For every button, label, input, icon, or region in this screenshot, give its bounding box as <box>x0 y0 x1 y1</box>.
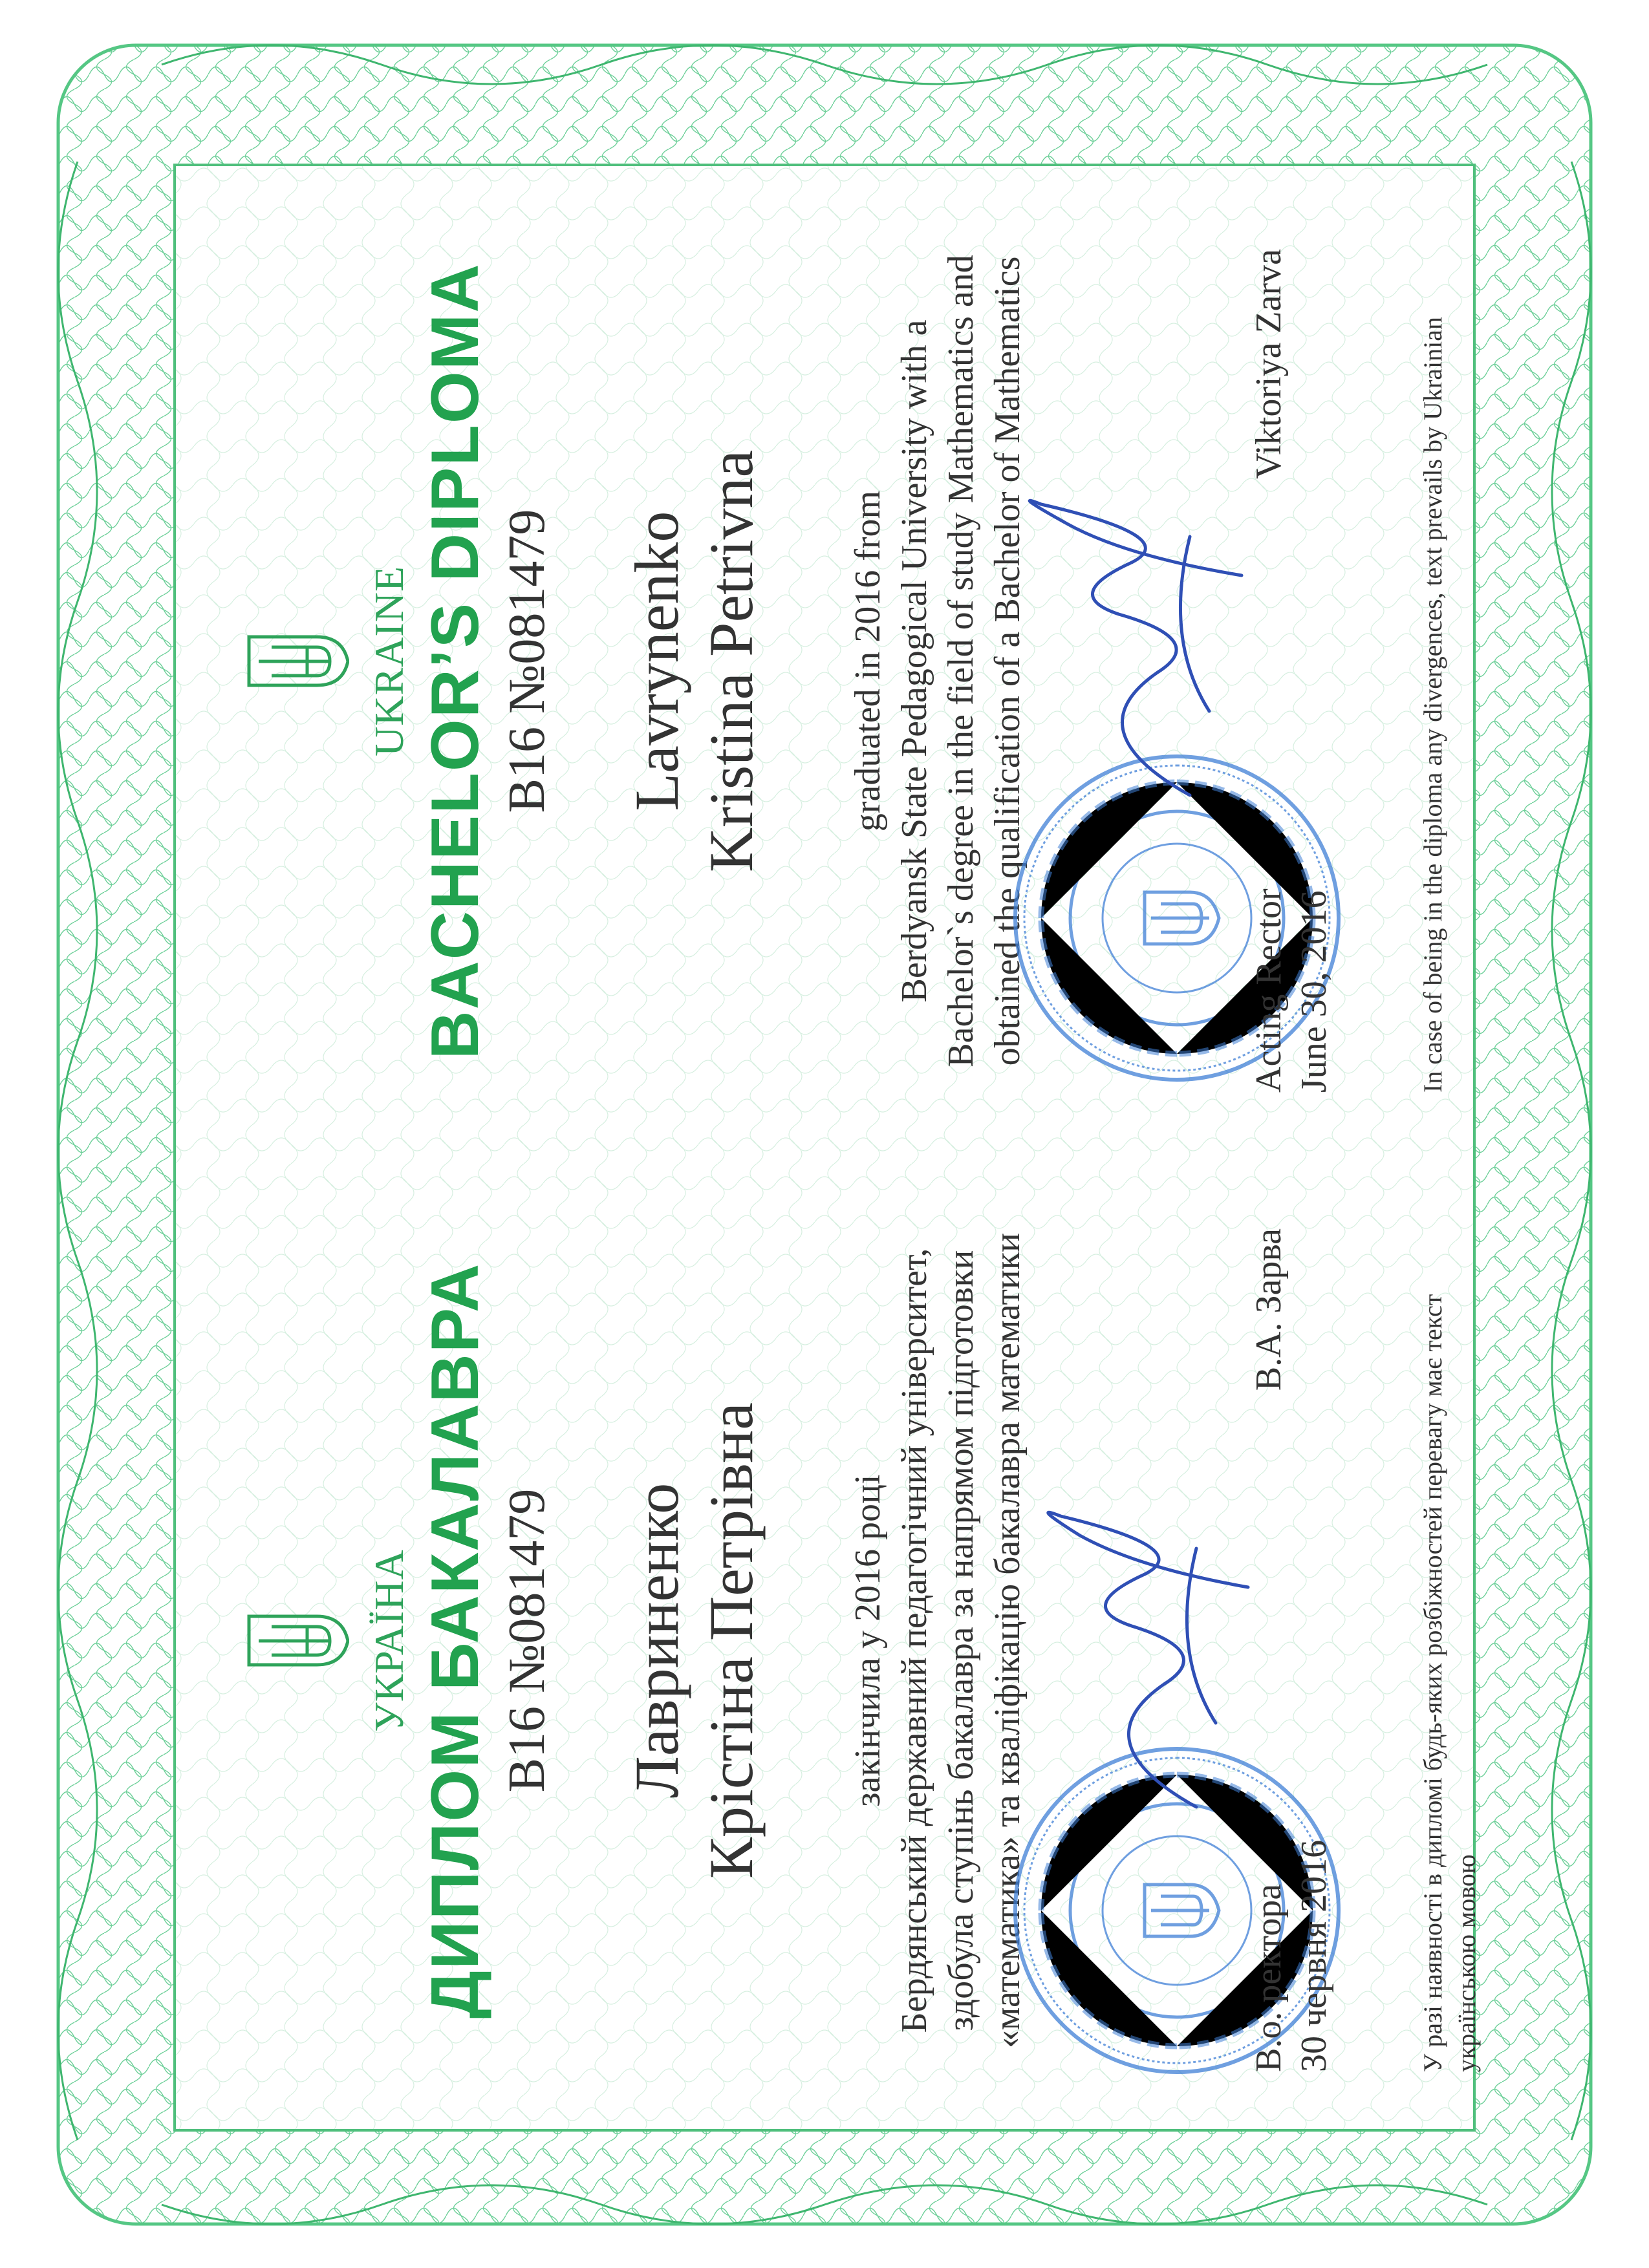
holder-surname: Lavrynenko <box>622 511 691 811</box>
degree-text-line: Bachelor`s degree in the field of study Mathematics and <box>941 255 981 1067</box>
diploma-title: BACHELOR’S DIPLOMA <box>418 262 493 1060</box>
country-name: УКРАЇНА <box>366 1549 412 1732</box>
diploma-number: В16 №081479 <box>499 1488 555 1793</box>
degree-text-line: obtained the qualification of a Bachelor of Mathematics <box>987 256 1028 1066</box>
diploma-title: ДИПЛОМ БАКАЛАВРА <box>418 1262 493 2019</box>
degree-text-line: Бердянський державний педагогічний університет, <box>894 1248 934 2033</box>
trident-emblem-icon <box>246 1610 349 1671</box>
diploma-number: B16 №081479 <box>499 509 555 813</box>
signer-name: Viktoriya Zarva <box>1249 249 1289 479</box>
rector-signature-icon <box>1002 1484 1300 1820</box>
degree-text-line: Berdyansk State Pedagogical University with a <box>894 319 934 1003</box>
signer-role: Acting Rector <box>1249 888 1289 1093</box>
language-note: У разі наявності в дипломі будь-яких розбіжностей перевагу має текст українською мовою <box>1418 1294 1481 2072</box>
graduation-line: закінчила у 2016 році <box>848 1474 888 1807</box>
graduation-line: graduated in 2016 from <box>848 490 888 832</box>
degree-text-line: «математика» та кваліфікацію бакалавра математики <box>987 1232 1028 2049</box>
issue-date: 30 червня 2016 <box>1294 1839 1334 2072</box>
language-note: In case of being in the diploma any divergences, text prevails by Ukrainian <box>1418 317 1447 1093</box>
issue-date: June 30, 2016 <box>1294 890 1334 1093</box>
signer-role: В.о. ректора <box>1249 1883 1289 2072</box>
diploma-content <box>175 171 1558 2130</box>
holder-given-names: Kristina Petrivna <box>696 449 766 873</box>
holder-surname: Лавриненко <box>622 1482 691 1799</box>
holder-given-names: Крістіна Петрівна <box>696 1402 766 1879</box>
signer-name: В.А. Зарва <box>1249 1228 1289 1391</box>
english-section <box>175 171 1558 1151</box>
ukrainian-section <box>175 1151 1558 2130</box>
trident-emblem-icon <box>246 630 349 692</box>
rector-signature-icon <box>983 478 1293 815</box>
degree-text-line: здобула ступінь бакалавра за напрямом підготовки <box>941 1250 981 2031</box>
country-name: UKRAINE <box>366 566 412 756</box>
